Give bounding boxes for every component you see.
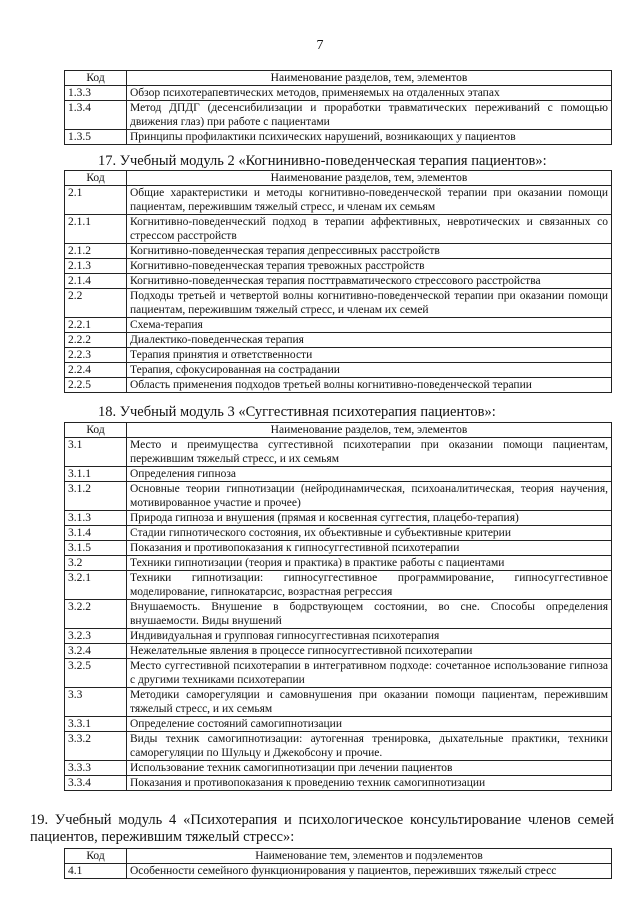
row-code: 3.2.4 bbox=[65, 644, 127, 659]
row-code: 3.1.3 bbox=[65, 511, 127, 526]
table-row bbox=[65, 259, 612, 274]
page-number: 7 bbox=[316, 38, 324, 53]
table-row bbox=[65, 348, 612, 363]
row-title: Основные теории гипнотизации (нейродинамическая, психоаналитическая, теория научения, мотивированное участие и прочее) bbox=[127, 482, 612, 511]
table-row bbox=[65, 289, 612, 318]
row-code: 3.1.1 bbox=[65, 467, 127, 482]
row-title: Определения гипноза bbox=[127, 467, 612, 482]
table-row bbox=[65, 438, 612, 467]
module18-heading: 18. Учебный модуль 3 «Суггестивная психотерапия пациентов»: bbox=[98, 404, 496, 420]
row-title: Терапия принятия и ответственности bbox=[127, 348, 612, 363]
table-row bbox=[65, 467, 612, 482]
row-title: Техники гипнотизации (теория и практика) в практике работы с пациентами bbox=[127, 556, 612, 571]
row-code: 3.2.3 bbox=[65, 629, 127, 644]
row-code: 2.2.1 bbox=[65, 318, 127, 333]
row-code: 2.1.4 bbox=[65, 274, 127, 289]
table-row bbox=[65, 717, 612, 732]
module17-heading: 17. Учебный модуль 2 «Когнинивно-поведенческая терапия пациентов»: bbox=[98, 153, 547, 169]
row-title: Определение состояний самогипнотизации bbox=[127, 717, 612, 732]
table-row bbox=[65, 86, 612, 101]
row-code: 3.1.2 bbox=[65, 482, 127, 511]
row-title: Схема-терапия bbox=[127, 318, 612, 333]
row-code: 1.3.4 bbox=[65, 101, 127, 130]
table-row bbox=[65, 761, 612, 776]
row-title: Внушаемость. Внушение в бодрствующем состоянии, во сне. Способы определения внушаемости. Виды внушений bbox=[127, 600, 612, 629]
row-title: Метод ДПДГ (десенсибилизации и проработки травматических переживаний с помощью движения глаз) при работе с пациентами bbox=[127, 101, 612, 130]
column-header-code: Код bbox=[65, 849, 127, 864]
table-row bbox=[65, 378, 612, 393]
table-row bbox=[65, 511, 612, 526]
row-code: 3.2.5 bbox=[65, 659, 127, 688]
table-row bbox=[65, 244, 612, 259]
table-module2 bbox=[64, 170, 612, 393]
table-module4 bbox=[64, 848, 612, 879]
row-title: Место и преимущества суггестивной психотерапии при оказании помощи пациентам, пережившим тяжелый стресс, и их семьям bbox=[127, 438, 612, 467]
row-title: Использование техник самогипнотизации при лечении пациентов bbox=[127, 761, 612, 776]
table-row bbox=[65, 629, 612, 644]
row-title: Показания и противопоказания к гипносуггестивной психотерапии bbox=[127, 541, 612, 556]
row-code: 3.3.2 bbox=[65, 732, 127, 761]
column-header-code: Код bbox=[65, 71, 127, 86]
row-title: Когнитивно-поведенческая терапия тревожных расстройств bbox=[127, 259, 612, 274]
row-title: Нежелательные явления в процессе гипносуггестивной психотерапии bbox=[127, 644, 612, 659]
column-header-name: Наименование тем, элементов и подэлементов bbox=[127, 849, 612, 864]
module19-heading: 19. Учебный модуль 4 «Психотерапия и психологическое консультирование членов семей пациентов, пережившим тяжелый стресс»: bbox=[30, 812, 614, 845]
table-row bbox=[65, 571, 612, 600]
row-code: 1.3.3 bbox=[65, 86, 127, 101]
row-title: Методики саморегуляции и самовнушения при оказании помощи пациентам, пережившим тяжелый стресс, и их семьям bbox=[127, 688, 612, 717]
row-code: 2.2.4 bbox=[65, 363, 127, 378]
row-code: 3.2 bbox=[65, 556, 127, 571]
row-code: 3.1.4 bbox=[65, 526, 127, 541]
row-code: 3.3 bbox=[65, 688, 127, 717]
table-row bbox=[65, 688, 612, 717]
table-row bbox=[65, 215, 612, 244]
row-code: 2.2.3 bbox=[65, 348, 127, 363]
row-code: 3.1 bbox=[65, 438, 127, 467]
table-row bbox=[65, 556, 612, 571]
row-title: Подходы третьей и четвертой волны когнитивно-поведенческой терапии при оказании помощи пациентам, пережившим тяжелый стресс, и членам их семей bbox=[127, 289, 612, 318]
table-row bbox=[65, 644, 612, 659]
row-title: Когнитивно-поведенческий подход в терапии аффективных, невротических и связанных со стрессом расстройств bbox=[127, 215, 612, 244]
table-module3 bbox=[64, 422, 612, 791]
row-title: Диалектико-поведенческая терапия bbox=[127, 333, 612, 348]
row-code: 2.2 bbox=[65, 289, 127, 318]
row-title: Место суггестивной психотерапии в интегративном подходе: сочетанное использование гипноза с другими техниками психотерапии bbox=[127, 659, 612, 688]
row-title: Когнитивно-поведенческая терапия депрессивных расстройств bbox=[127, 244, 612, 259]
table-row bbox=[65, 526, 612, 541]
row-title: Особенности семейного функционирования у пациентов, переживших тяжелый стресс bbox=[127, 864, 612, 879]
row-code: 2.2.5 bbox=[65, 378, 127, 393]
table-row bbox=[65, 363, 612, 378]
row-code: 2.1 bbox=[65, 186, 127, 215]
row-code: 2.1.3 bbox=[65, 259, 127, 274]
table-row bbox=[65, 318, 612, 333]
table-row bbox=[65, 732, 612, 761]
row-code: 3.3.4 bbox=[65, 776, 127, 791]
row-title: Стадии гипнотического состояния, их объективные и субъективные критерии bbox=[127, 526, 612, 541]
row-code: 3.1.5 bbox=[65, 541, 127, 556]
column-header-code: Код bbox=[65, 171, 127, 186]
table-row bbox=[65, 101, 612, 130]
column-header-code: Код bbox=[65, 423, 127, 438]
column-header-name: Наименование разделов, тем, элементов bbox=[127, 71, 612, 86]
row-title: Виды техник самогипнотизации: аутогенная тренировка, дыхательные практики, техники саморегуляции по Шульцу и Джекобсону и прочие. bbox=[127, 732, 612, 761]
table-row bbox=[65, 600, 612, 629]
row-title: Показания и противопоказания к проведению техник самогипнотизации bbox=[127, 776, 612, 791]
row-title: Принципы профилактики психических нарушений, возникающих у пациентов bbox=[127, 130, 612, 145]
table-row bbox=[65, 659, 612, 688]
table-row bbox=[65, 864, 612, 879]
row-code: 2.2.2 bbox=[65, 333, 127, 348]
table-module1-continued bbox=[64, 70, 612, 145]
row-code: 3.3.1 bbox=[65, 717, 127, 732]
row-title: Обзор психотерапевтических методов, применяемых на отдаленных этапах bbox=[127, 86, 612, 101]
row-title: Индивидуальная и групповая гипносуггестивная психотерапия bbox=[127, 629, 612, 644]
table-row bbox=[65, 186, 612, 215]
row-title: Техники гипнотизации: гипносуггестивное программирование, гипносуггестивное моделирование, гипнокатарсис, возрастная регрессия bbox=[127, 571, 612, 600]
table-row bbox=[65, 482, 612, 511]
table-row bbox=[65, 541, 612, 556]
column-header-name: Наименование разделов, тем, элементов bbox=[127, 171, 612, 186]
row-title: Природа гипноза и внушения (прямая и косвенная суггестия, плацебо-терапия) bbox=[127, 511, 612, 526]
table-row bbox=[65, 333, 612, 348]
row-title: Терапия, сфокусированная на сострадании bbox=[127, 363, 612, 378]
table-row bbox=[65, 274, 612, 289]
column-header-name: Наименование разделов, тем, элементов bbox=[127, 423, 612, 438]
row-title: Общие характеристики и методы когнитивно-поведенческой терапии при оказании помощи пациентам, пережившим тяжелый стресс, и членам их семьям bbox=[127, 186, 612, 215]
row-title: Область применения подходов третьей волны когнитивно-поведенческой терапии bbox=[127, 378, 612, 393]
row-code: 3.2.2 bbox=[65, 600, 127, 629]
row-code: 2.1.1 bbox=[65, 215, 127, 244]
row-code: 3.3.3 bbox=[65, 761, 127, 776]
row-code: 1.3.5 bbox=[65, 130, 127, 145]
row-code: 3.2.1 bbox=[65, 571, 127, 600]
row-title: Когнитивно-поведенческая терапия посттравматического стрессового расстройства bbox=[127, 274, 612, 289]
table-row bbox=[65, 776, 612, 791]
row-code: 4.1 bbox=[65, 864, 127, 879]
table-row bbox=[65, 130, 612, 145]
row-code: 2.1.2 bbox=[65, 244, 127, 259]
